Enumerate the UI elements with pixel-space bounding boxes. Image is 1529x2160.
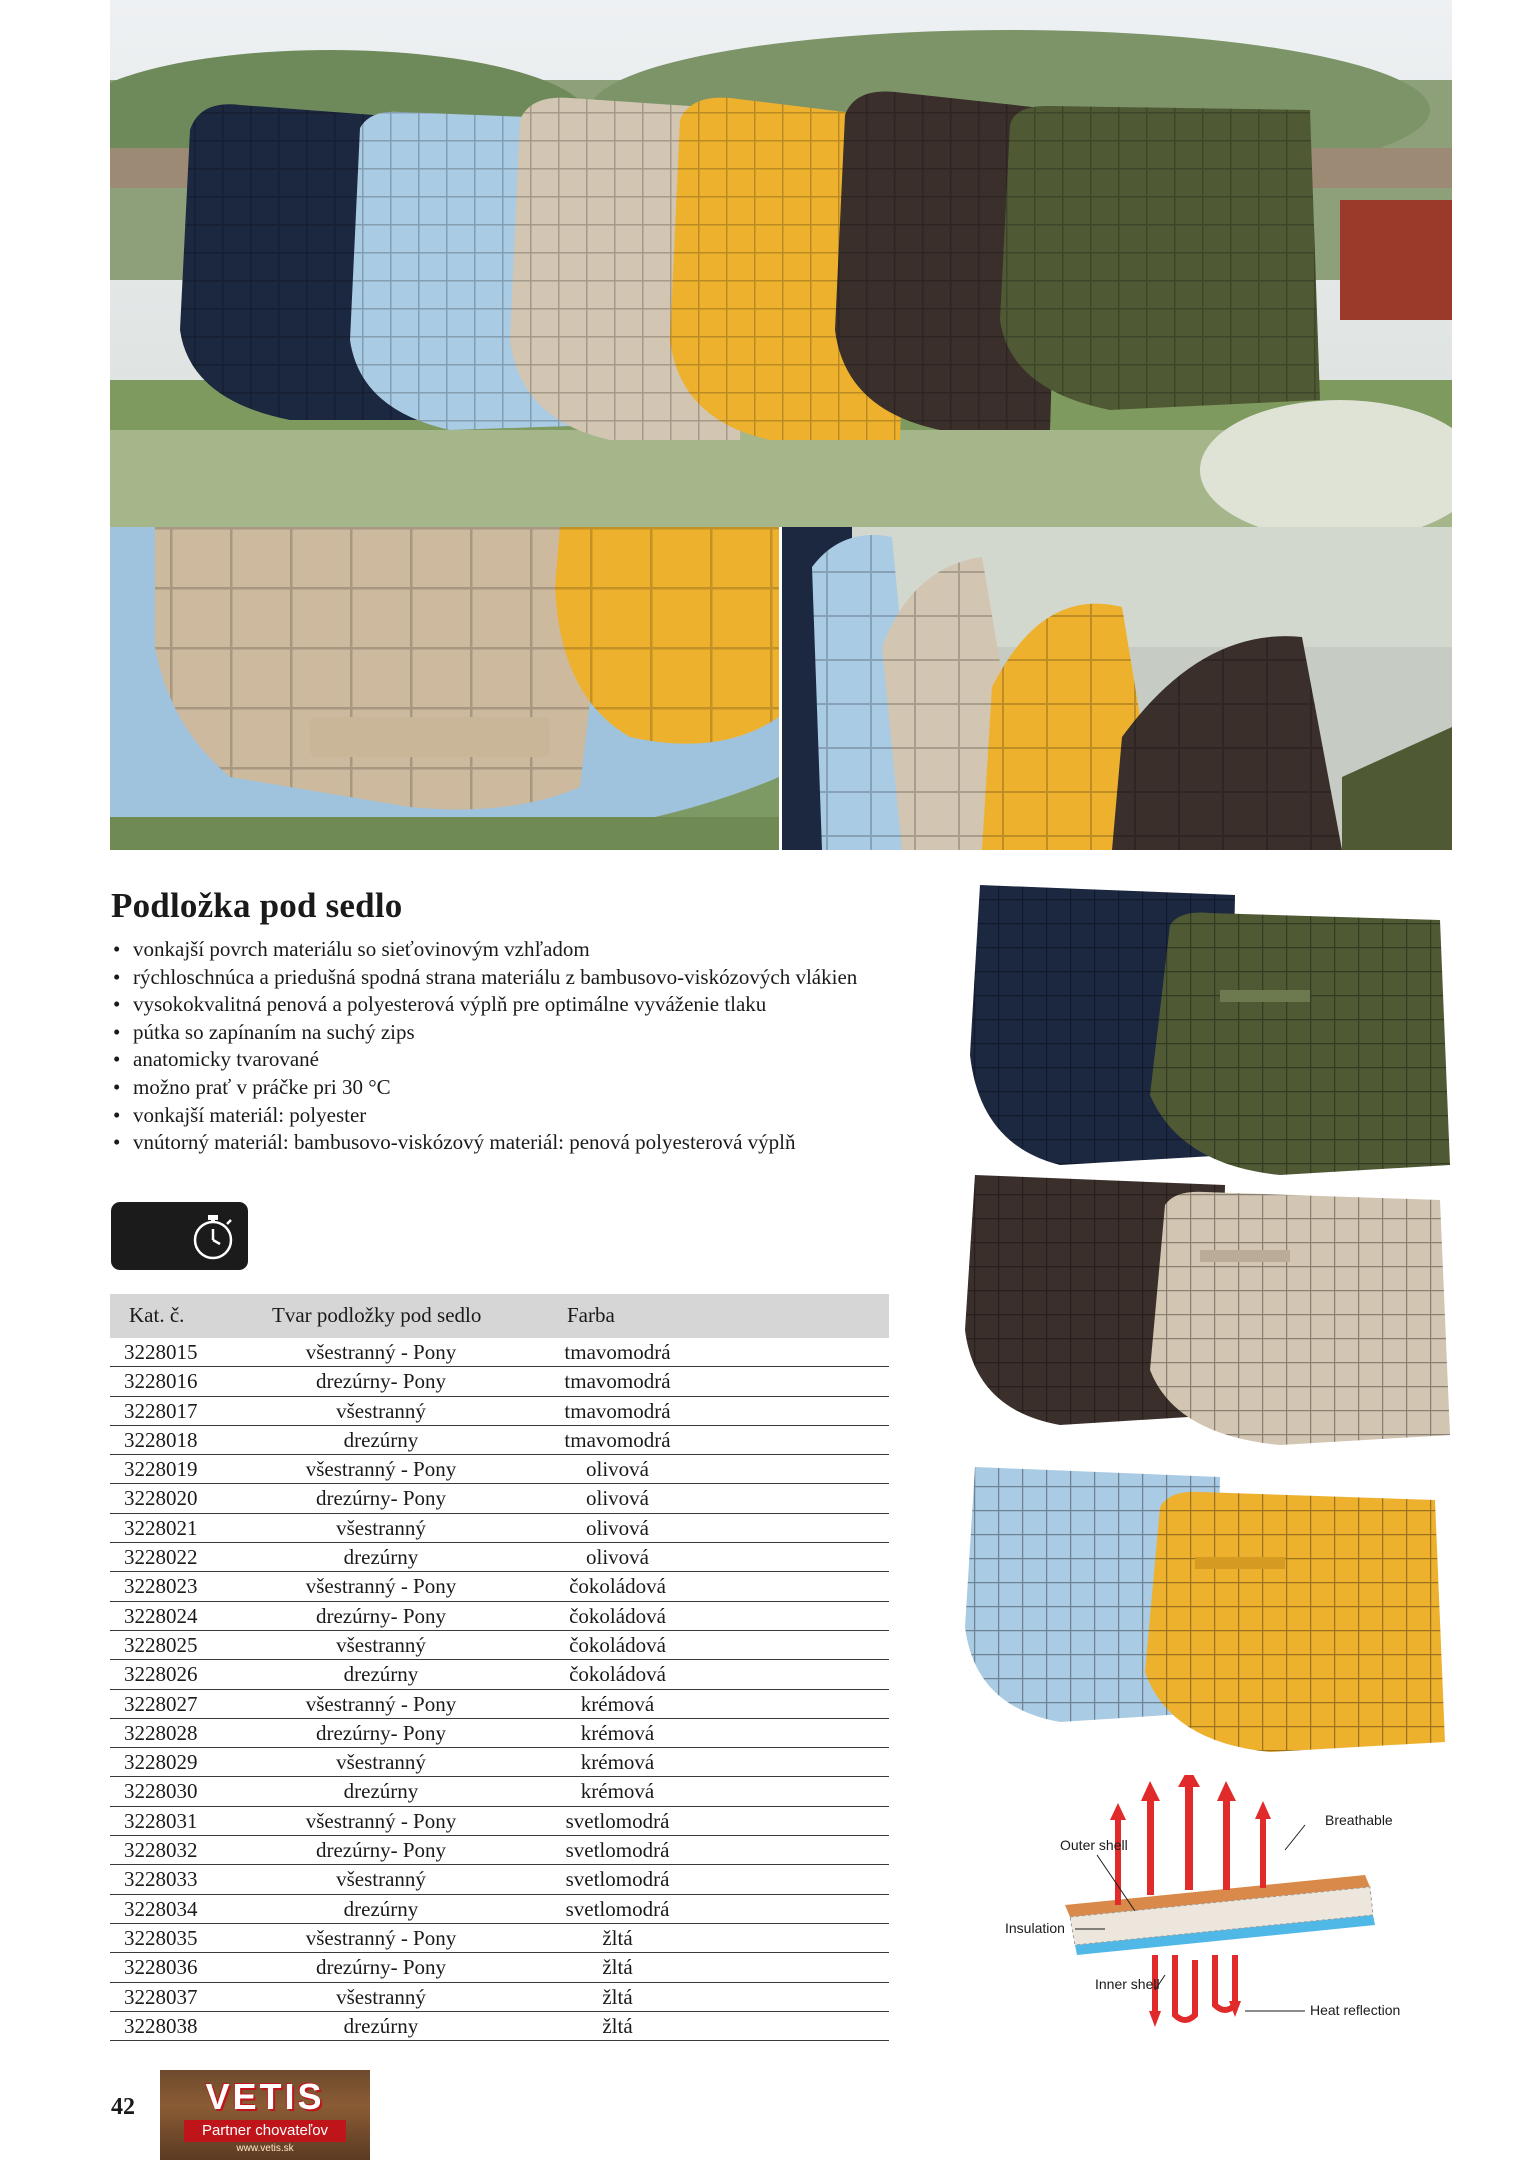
cell-shape: drezúrny- Pony <box>315 1486 447 1511</box>
cell-color: žltá <box>602 1925 633 1950</box>
label-inner-shell: Inner shell <box>1095 1976 1160 1992</box>
cell-shape: drezúrny- Pony <box>315 1955 447 1980</box>
cell-color: čokoládová <box>569 1662 666 1687</box>
cell-color: krémová <box>580 1750 655 1775</box>
cell-shape: všestranný - Pony <box>305 1457 457 1482</box>
cell-color: krémová <box>580 1691 655 1716</box>
cell-catalog: 3228020 <box>124 1486 198 1511</box>
cell-color: olivová <box>586 1515 649 1540</box>
vetis-logo <box>160 2070 370 2160</box>
table-row <box>110 1690 889 1719</box>
cell-color: svetlomodrá <box>565 1808 670 1833</box>
table-row <box>110 1426 889 1455</box>
cell-color: svetlomodrá <box>565 1838 670 1863</box>
cell-catalog: 3228015 <box>124 1340 198 1364</box>
cell-shape: všestranný <box>336 1515 426 1540</box>
table-row <box>110 1807 889 1836</box>
table-row <box>110 1484 889 1513</box>
cell-color: tmavomodrá <box>564 1369 671 1394</box>
cell-color: žltá <box>602 2013 633 2038</box>
cell-catalog: 3228028 <box>124 1720 198 1745</box>
cell-catalog: 3228030 <box>124 1779 198 1804</box>
table-row <box>110 1719 889 1748</box>
table-row <box>110 1777 889 1806</box>
product-table <box>110 1294 889 2041</box>
product-shot-light-blue-yellow <box>950 1462 1460 1762</box>
table-row <box>110 1748 889 1777</box>
table-body <box>110 1338 889 2041</box>
cell-color: tmavomodrá <box>564 1427 671 1452</box>
cell-catalog: 3228025 <box>124 1632 198 1657</box>
cell-shape: všestranný <box>336 1984 426 2009</box>
cell-shape: všestranný - Pony <box>305 1574 457 1599</box>
logo-url: www.vetis.sk <box>236 2143 294 2154</box>
cell-catalog: 3228033 <box>124 1867 198 1892</box>
feature-item: • vonkajší povrch materiálu so sieťovinovým vzhľadom <box>111 936 911 964</box>
cell-shape: drezúrny- Pony <box>315 1838 447 1863</box>
logo-tagline: Partner chovateľov <box>184 2120 346 2142</box>
cell-shape: všestranný <box>336 1398 426 1423</box>
feature-item: • rýchloschnúca a priedušná spodná strana materiálu z bambusovo-viskózových vlákien <box>111 964 911 992</box>
cell-shape: všestranný <box>336 1632 426 1657</box>
feature-item: • vnútorný materiál: bambusovo-viskózový materiál: penová polyesterová výplň <box>111 1129 911 1157</box>
table-row <box>110 2012 889 2041</box>
heat-arrows-up-icon <box>1110 1775 1271 1905</box>
page-number: 42 <box>111 2094 135 2120</box>
cell-catalog: 3228016 <box>124 1369 198 1394</box>
hero-photo-saddle-pads-on-fence <box>110 0 1452 527</box>
table-row <box>110 1514 889 1543</box>
cell-catalog: 3228023 <box>124 1574 198 1599</box>
cell-shape: drezúrny- Pony <box>315 1369 447 1394</box>
cell-shape: drezúrny- Pony <box>315 1603 447 1628</box>
cell-shape: všestranný - Pony <box>305 1691 457 1716</box>
cell-color: čokoládová <box>569 1574 666 1599</box>
feature-item: • vonkajší materiál: polyester <box>111 1102 911 1130</box>
cell-color: čokoládová <box>569 1603 666 1628</box>
label-insulation: Insulation <box>1005 1920 1065 1936</box>
cell-color: žltá <box>602 1955 633 1980</box>
cell-shape: všestranný - Pony <box>305 1925 457 1950</box>
detail-photo-pad-row <box>782 527 1452 850</box>
cell-shape: všestranný <box>336 1750 426 1775</box>
cell-catalog: 3228019 <box>124 1457 198 1482</box>
product-shot-chocolate-cream <box>950 1170 1460 1460</box>
cell-color: tmavomodrá <box>564 1398 671 1423</box>
cell-catalog: 3228031 <box>124 1808 198 1833</box>
table-row <box>110 1895 889 1924</box>
product-shot-navy-olive <box>950 875 1460 1195</box>
pad-olive <box>1000 106 1320 410</box>
table-row <box>110 1983 889 2012</box>
cell-catalog: 3228037 <box>124 1984 198 2009</box>
table-row <box>110 1367 889 1396</box>
cell-catalog: 3228018 <box>124 1427 198 1452</box>
feature-item: • pútka so zapínaním na suchý zips <box>111 1019 911 1047</box>
cell-shape: drezúrny- Pony <box>315 1720 447 1745</box>
table-row <box>110 1602 889 1631</box>
material-layer-diagram <box>985 1775 1445 2035</box>
cell-color: žltá <box>602 1984 633 2009</box>
table-row <box>110 1660 889 1689</box>
table-row <box>110 1338 889 1367</box>
feature-item: • vysokokvalitná penová a polyesterová výplň pre optimálne vyváženie tlaku <box>111 991 911 1019</box>
cell-shape: všestranný - Pony <box>305 1808 457 1833</box>
heat-reflection-arrows-icon <box>1155 1955 1235 2020</box>
table-row <box>110 1397 889 1426</box>
cell-catalog: 3228035 <box>124 1925 198 1950</box>
cell-shape: drezúrny <box>343 2013 419 2038</box>
cell-color: krémová <box>580 1720 655 1745</box>
cell-catalog: 3228032 <box>124 1838 198 1863</box>
cell-catalog: 3228034 <box>124 1896 198 1921</box>
cell-catalog: 3228038 <box>124 2013 198 2038</box>
cell-catalog: 3228021 <box>124 1515 198 1540</box>
table-row <box>110 1953 889 1982</box>
table-row <box>110 1543 889 1572</box>
layer-stack <box>1065 1875 1375 1955</box>
table-header <box>110 1294 889 1338</box>
cell-catalog: 3228036 <box>124 1955 198 1980</box>
cell-catalog: 3228024 <box>124 1603 198 1628</box>
cell-catalog: 3228026 <box>124 1662 198 1687</box>
table-row <box>110 1865 889 1894</box>
cell-color: olivová <box>586 1457 649 1482</box>
table-row <box>110 1924 889 1953</box>
cell-shape: všestranný - Pony <box>305 1340 457 1364</box>
feature-item: • anatomicky tvarované <box>111 1046 911 1074</box>
table-row <box>110 1836 889 1865</box>
product-title: Podložka pod sedlo <box>111 886 403 925</box>
cell-color: svetlomodrá <box>565 1896 670 1921</box>
table-row <box>110 1455 889 1484</box>
feature-list <box>111 936 911 1157</box>
header-shape: Tvar podložky pod sedlo <box>272 1303 482 1327</box>
header-color: Farba <box>567 1303 615 1327</box>
cell-shape: všestranný <box>336 1867 426 1892</box>
label-outer-shell: Outer shell <box>1060 1837 1128 1853</box>
cell-shape: drezúrny <box>343 1896 419 1921</box>
table-row <box>110 1631 889 1660</box>
label-breathable: Breathable <box>1325 1812 1393 1828</box>
cell-catalog: 3228029 <box>124 1750 198 1775</box>
cell-color: olivová <box>586 1486 649 1511</box>
detail-photo-mesh-close-up <box>110 527 779 850</box>
cell-shape: drezúrny <box>343 1427 419 1452</box>
cell-color: krémová <box>580 1779 655 1804</box>
cell-catalog: 3228022 <box>124 1545 198 1570</box>
cell-catalog: 3228027 <box>124 1691 198 1716</box>
cell-color: tmavomodrá <box>564 1340 671 1364</box>
cell-catalog: 3228017 <box>124 1398 198 1423</box>
label-heat-reflection: Heat reflection <box>1310 2002 1401 2018</box>
header-catalog: Kat. č. <box>129 1303 185 1327</box>
cell-shape: drezúrny <box>343 1662 419 1687</box>
cell-shape: drezúrny <box>343 1779 419 1804</box>
cell-color: čokoládová <box>569 1632 666 1657</box>
cell-color: olivová <box>586 1545 649 1570</box>
cell-shape: drezúrny <box>343 1545 419 1570</box>
cell-color: svetlomodrá <box>565 1867 670 1892</box>
table-row <box>110 1572 889 1601</box>
feature-item: • možno prať v práčke pri 30 °C <box>111 1074 911 1102</box>
washing-machine-timer-icon <box>111 1202 248 1270</box>
logo-brand: VETIS <box>205 2076 325 2117</box>
